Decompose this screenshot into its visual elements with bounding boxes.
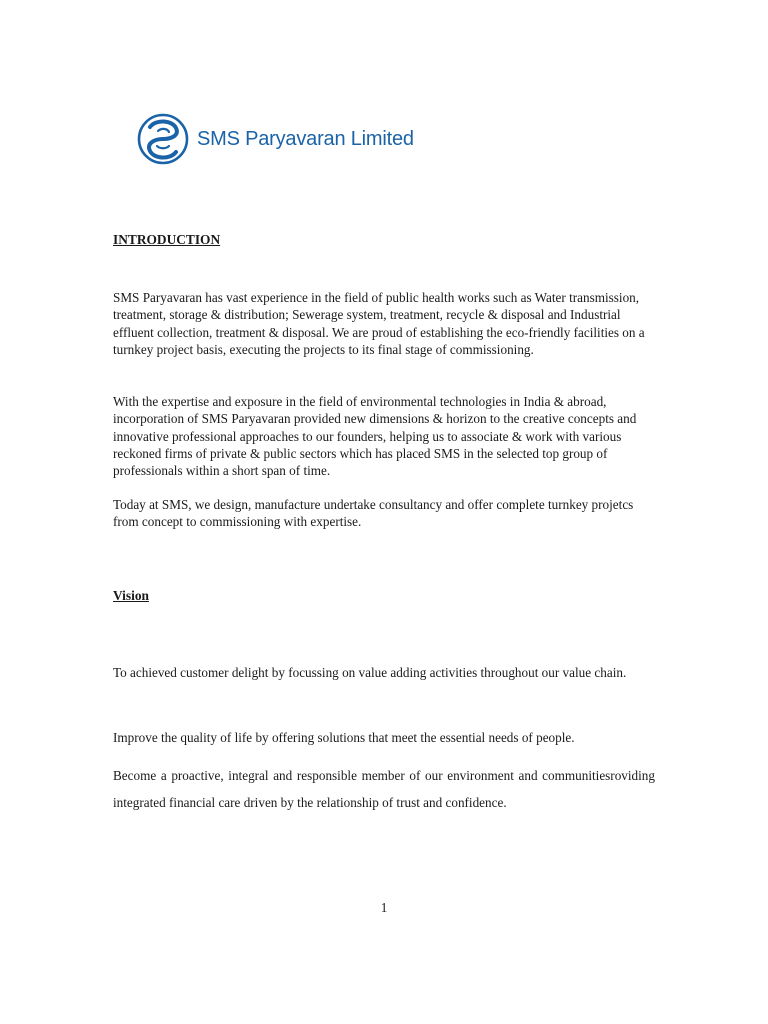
vision-paragraph: Become a proactive, integral and responsible member of our environment and communitiesroviding integrated financial care driven by the relationship of trust and confidence.	[113, 768, 655, 810]
vision-heading: Vision	[113, 588, 149, 603]
vision-paragraph: To achieved customer delight by focussing on value adding activities throughout our value chain.	[113, 665, 627, 680]
introduction-heading: INTRODUCTION	[113, 232, 221, 247]
intro-paragraph: SMS Paryavaran has vast experience in the field of public health works such as Water transmission, treatment, storage & distribution; Sewerage system, treatment, recycle & disposal and Industrial effluent collection, treatment & disposal. We are proud of establishing the eco-friendly facilities on a turnkey project basis, executing the projects to its final stage of commissioning.	[113, 290, 645, 357]
intro-paragraph: Today at SMS, we design, manufacture undertake consultancy and offer complete turnkey projetcs from concept to commissioning with expertise.	[113, 497, 634, 530]
vision-paragraph: Improve the quality of life by offering solutions that meet the essential needs of people.	[113, 730, 575, 745]
page-number: 1	[380, 900, 388, 915]
company-name: SMS Paryavaran Limited	[197, 127, 414, 150]
sms-swirl-logo-icon	[136, 111, 190, 167]
company-logo	[136, 110, 414, 168]
intro-paragraph: With the expertise and exposure in the field of environmental technologies in India & abroad, incorporation of SMS Paryavaran provided new dimensions & horizon to the creative concepts and innovative professional approaches to our founders, helping us to associate & work with various reckoned firms of private & public sectors which has placed SMS in the selected top group of professionals within a short span of time.	[113, 394, 637, 479]
